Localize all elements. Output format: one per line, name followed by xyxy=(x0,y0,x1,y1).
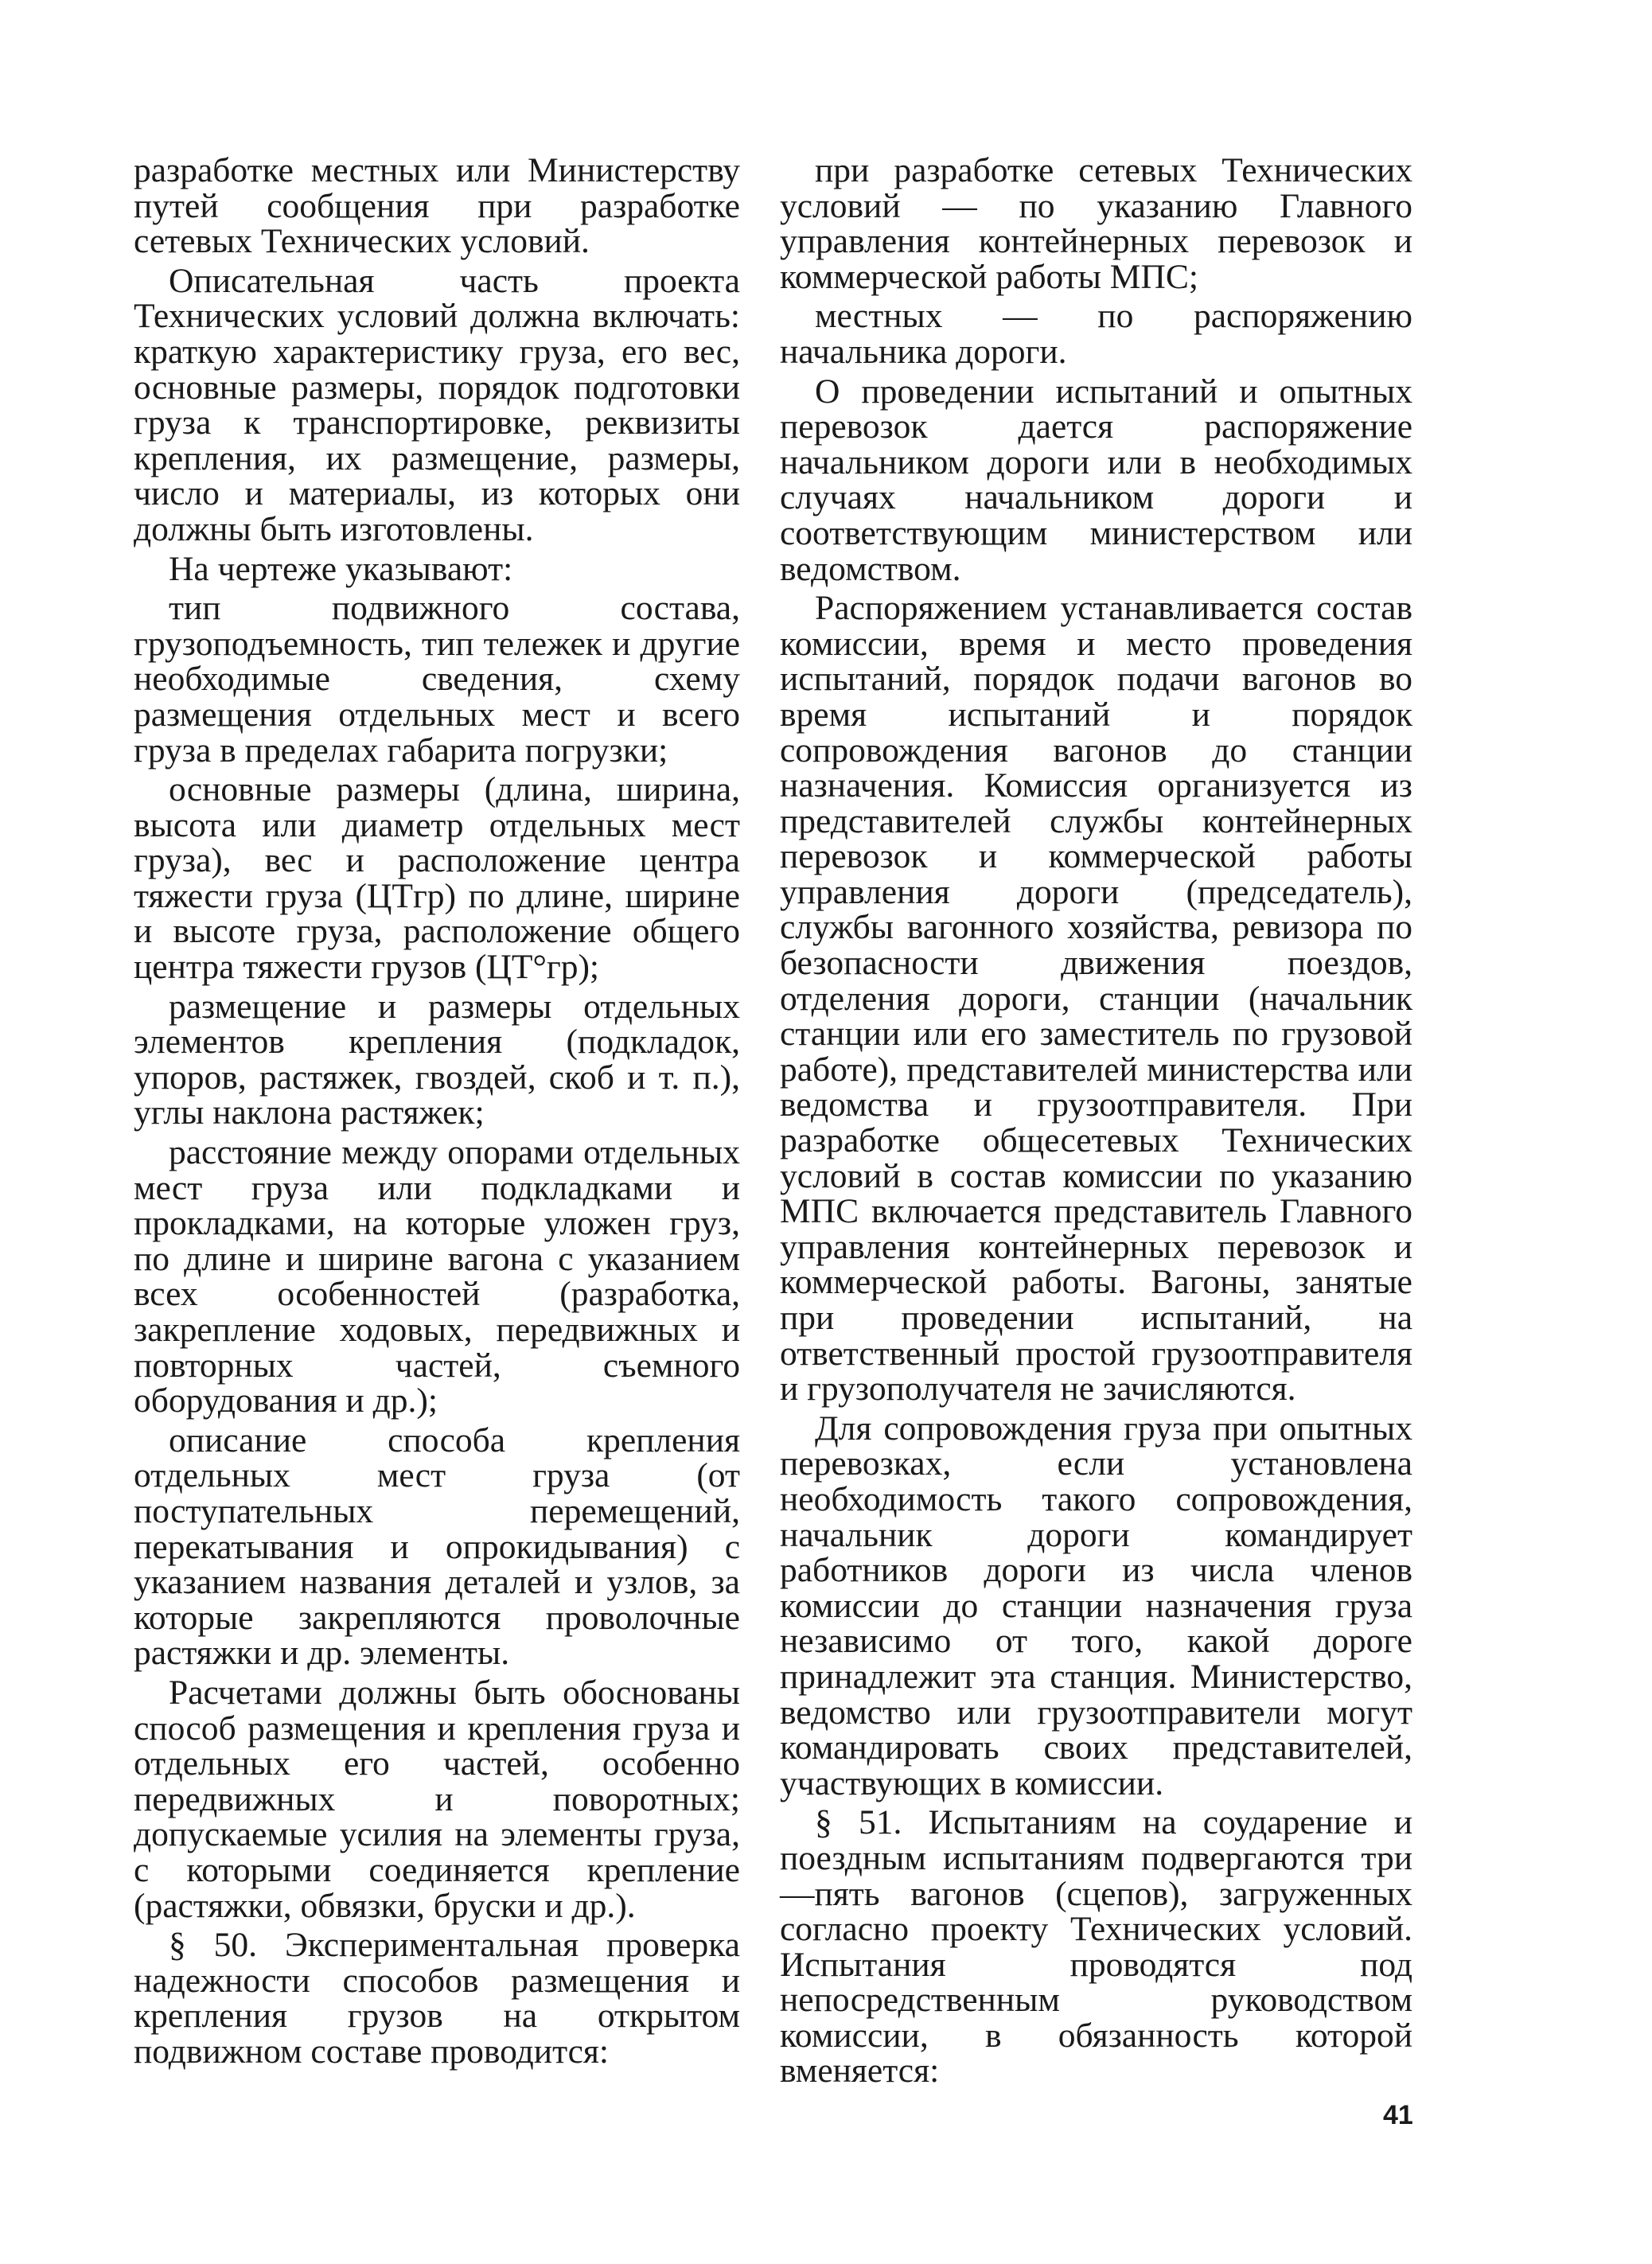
list-item-fastening-method: описание способа крепления отдельных мест груза (от поступательных перемещений, перекатывания и опрокидывания) с указанием названия деталей и узлов, за которые закрепляются проволочные растяжки и др. элементы. xyxy=(134,1420,740,1673)
page-number: 41 xyxy=(1383,2100,1413,2130)
right-text-column xyxy=(780,153,1412,2093)
paragraph-description: Описательная часть проекта Технических условий должна включать: краткую характеристику груза, его вес, основные размеры, порядок подготовки груза к транспортировке, реквизиты крепления, их размещение, размеры, число и материалы, из которых они должны быть изготовлены. xyxy=(134,261,740,548)
paragraph-drawing-intro: На чертеже указывают: xyxy=(169,549,513,588)
list-item-rolling-stock: тип подвижного состава, грузоподъемность, тип тележек и другие необходимые сведения, схему размещения отдельных мест и всего груза в пределах габарита погрузки; xyxy=(134,589,740,770)
paragraph-escort: Для сопровождения груза при опытных перевозках, если установлена необходимость такого сопровождения, начальник дороги командирует работников дороги из числа членов комиссии до станции назначения груза независимо от того, какой дороге принадлежит эта станция. Министерство, ведомство или грузоотправители могут командировать своих представителей, участвующих в комиссии. xyxy=(780,1409,1412,1802)
list-item-dimensions: основные размеры (длина, ширина, высота или диаметр отдельных мест груза), вес и расположение центра тяжести груза (ЦТгр) по длине, ширине и высоте груза, расположение общего центра тяжести грузов (ЦТ°гр); xyxy=(134,770,740,987)
list-item-local-conditions: местных — по распоряжению начальника дороги. xyxy=(780,297,1412,371)
list-item-support-distance: расстояние между опорами отдельных мест груза или подкладками и прокладками, на которые уложен груз, по длине и ширине вагона с указанием всех особенностей (разработка, закрепление ходовых, передвижных и повторных частей, съемного оборудования и др.); xyxy=(134,1133,740,1420)
list-item-network-conditions: при разработке сетевых Технических условий — по указанию Главного управления контейнерных перевозок и коммерческой работы МПС; xyxy=(780,151,1412,296)
section-51-heading: § 51. Испытаниям на соударение и поездным испытаниям подвергаются три—пять вагонов (сцепов), загруженных согласно проекту Технических условий. Испытания проводятся под непосредственным руководством комиссии, в обязанность которой вменяется: xyxy=(780,1803,1412,2091)
paragraph-commission: Распоряжением устанавливается состав комиссии, время и место проведения испытаний, порядок подачи вагонов во время испытаний и порядок сопровождения вагонов до станции назначения. Комиссия организуется из представителей службы контейнерных перевозок и коммерческой работы управления дороги (председатель), службы вагонного хозяйства, ревизора по безопасности движения поездов, отделения дороги, станции (начальник станции или его заместитель по грузовой работе), представителей министерства или ведомства и грузоотправителя. При разработке общесетевых Технических условий в состав комиссии по указанию МПС включается представитель Главного управления контейнерных перевозок и коммерческой работы. Вагоны, занятые при проведении испытаний, на ответственный простой грузоотправителя и грузополучателя не зачисляются. xyxy=(780,589,1412,1409)
paragraph-continuation: разработке местных или Министерству путей сообщения при разработке сетевых Технических условий. xyxy=(134,151,740,261)
section-50-heading: § 50. Экспериментальная проверка надежности способов размещения и крепления грузов на открытом подвижном составе проводится: xyxy=(134,1926,740,2071)
left-text-column xyxy=(134,153,740,2073)
paragraph-calculations: Расчетами должны быть обоснованы способ размещения и крепления груза и отдельных его частей, особенно передвижных и поворотных; допускаемые усилия на элементы груза, с которыми соединяется крепление (растяжки, обвязки, бруски и др.). xyxy=(134,1673,740,1925)
paragraph-test-order: О проведении испытаний и опытных перевозок дается распоряжение начальником дороги или в необходимых случаях начальником дороги и соответствующим министерством или ведомством. xyxy=(780,372,1412,588)
list-item-fastening-elements: размещение и размеры отдельных элементов крепления (подкладок, упоров, растяжек, гвоздей, скоб и т. п.), углы наклона растяжек; xyxy=(134,987,740,1132)
